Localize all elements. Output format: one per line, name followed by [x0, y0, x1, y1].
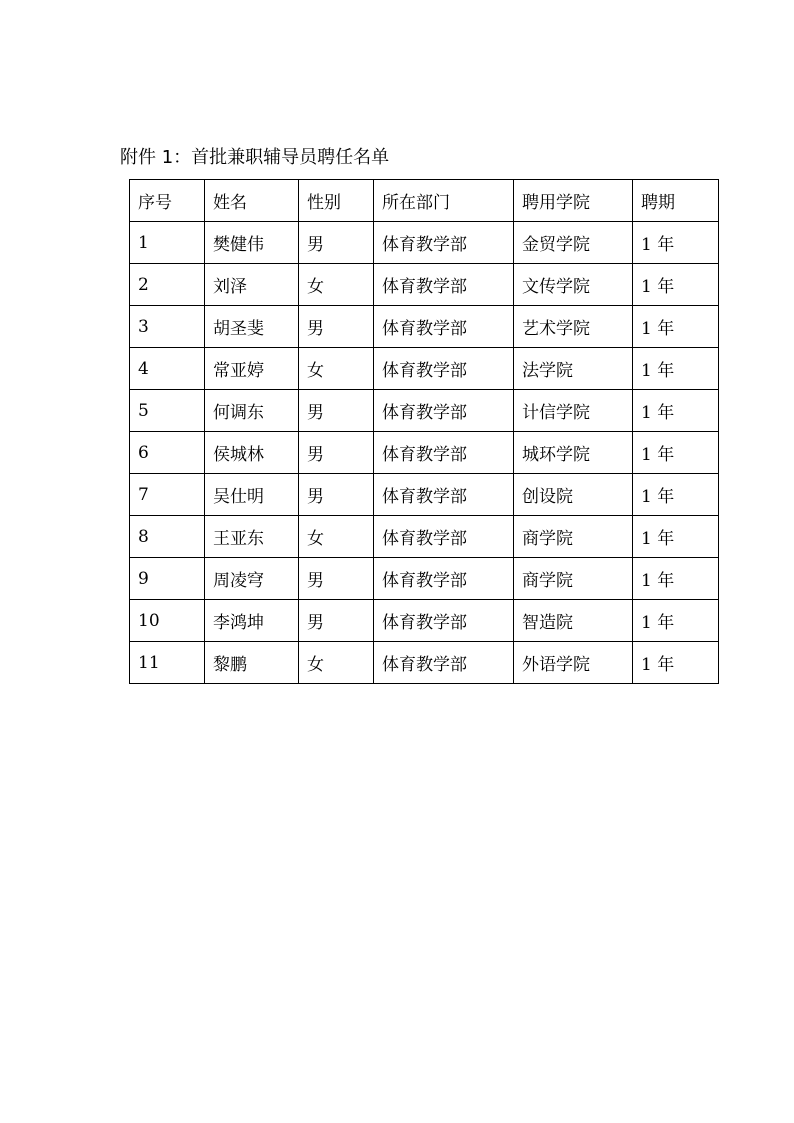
- cell-serial-number: 3: [130, 306, 205, 348]
- cell-gender: 男: [299, 474, 374, 516]
- table-row: [130, 432, 719, 474]
- cell-gender: 男: [299, 390, 374, 432]
- appointment-table: [129, 179, 719, 684]
- cell-term: 1 年: [633, 222, 719, 264]
- cell-serial-number: 8: [130, 516, 205, 558]
- header-serial-number: 序号: [130, 180, 205, 222]
- cell-serial-number: 6: [130, 432, 205, 474]
- cell-assigned-college: 计信学院: [514, 390, 633, 432]
- cell-name: 吴仕明: [205, 474, 299, 516]
- table-row: [130, 600, 719, 642]
- table-row: [130, 642, 719, 684]
- cell-assigned-college: 艺术学院: [514, 306, 633, 348]
- cell-serial-number: 4: [130, 348, 205, 390]
- table-header: [130, 180, 719, 222]
- cell-gender: 女: [299, 348, 374, 390]
- table-row: [130, 222, 719, 264]
- cell-assigned-college: 文传学院: [514, 264, 633, 306]
- cell-name: 周凌穹: [205, 558, 299, 600]
- cell-serial-number: 5: [130, 390, 205, 432]
- cell-name: 王亚东: [205, 516, 299, 558]
- header-department: 所在部门: [374, 180, 514, 222]
- cell-term: 1 年: [633, 264, 719, 306]
- cell-serial-number: 1: [130, 222, 205, 264]
- table-row: [130, 558, 719, 600]
- cell-serial-number: 11: [130, 642, 205, 684]
- header-term: 聘期: [633, 180, 719, 222]
- cell-department: 体育教学部: [374, 642, 514, 684]
- cell-department: 体育教学部: [374, 348, 514, 390]
- cell-term: 1 年: [633, 642, 719, 684]
- cell-department: 体育教学部: [374, 600, 514, 642]
- cell-assigned-college: 法学院: [514, 348, 633, 390]
- cell-term: 1 年: [633, 474, 719, 516]
- cell-department: 体育教学部: [374, 558, 514, 600]
- cell-assigned-college: 金贸学院: [514, 222, 633, 264]
- cell-gender: 男: [299, 600, 374, 642]
- cell-gender: 女: [299, 642, 374, 684]
- document-title: 附件 1：首批兼职辅导员聘任名单: [120, 147, 390, 168]
- cell-gender: 男: [299, 432, 374, 474]
- table-row: [130, 390, 719, 432]
- cell-assigned-college: 城环学院: [514, 432, 633, 474]
- table-row: [130, 264, 719, 306]
- cell-gender: 男: [299, 222, 374, 264]
- cell-term: 1 年: [633, 516, 719, 558]
- cell-term: 1 年: [633, 348, 719, 390]
- cell-serial-number: 2: [130, 264, 205, 306]
- cell-department: 体育教学部: [374, 264, 514, 306]
- cell-department: 体育教学部: [374, 306, 514, 348]
- header-row: [130, 180, 719, 222]
- table-row: [130, 516, 719, 558]
- cell-gender: 男: [299, 306, 374, 348]
- cell-assigned-college: 外语学院: [514, 642, 633, 684]
- cell-term: 1 年: [633, 600, 719, 642]
- table-row: [130, 306, 719, 348]
- cell-name: 胡圣斐: [205, 306, 299, 348]
- table-row: [130, 348, 719, 390]
- cell-term: 1 年: [633, 390, 719, 432]
- cell-department: 体育教学部: [374, 474, 514, 516]
- cell-name: 黎鹏: [205, 642, 299, 684]
- cell-term: 1 年: [633, 432, 719, 474]
- cell-name: 何调东: [205, 390, 299, 432]
- cell-name: 李鸿坤: [205, 600, 299, 642]
- cell-department: 体育教学部: [374, 516, 514, 558]
- table-row: [130, 474, 719, 516]
- cell-assigned-college: 创设院: [514, 474, 633, 516]
- cell-name: 刘泽: [205, 264, 299, 306]
- cell-department: 体育教学部: [374, 390, 514, 432]
- cell-department: 体育教学部: [374, 432, 514, 474]
- cell-serial-number: 9: [130, 558, 205, 600]
- cell-serial-number: 7: [130, 474, 205, 516]
- cell-gender: 女: [299, 516, 374, 558]
- header-name: 姓名: [205, 180, 299, 222]
- header-assigned-college: 聘用学院: [514, 180, 633, 222]
- cell-assigned-college: 商学院: [514, 516, 633, 558]
- cell-name: 樊健伟: [205, 222, 299, 264]
- cell-serial-number: 10: [130, 600, 205, 642]
- cell-assigned-college: 智造院: [514, 600, 633, 642]
- cell-gender: 男: [299, 558, 374, 600]
- cell-department: 体育教学部: [374, 222, 514, 264]
- cell-name: 常亚婷: [205, 348, 299, 390]
- table-body: [130, 222, 719, 684]
- cell-term: 1 年: [633, 306, 719, 348]
- cell-name: 侯城林: [205, 432, 299, 474]
- cell-assigned-college: 商学院: [514, 558, 633, 600]
- cell-term: 1 年: [633, 558, 719, 600]
- header-gender: 性别: [299, 180, 374, 222]
- cell-gender: 女: [299, 264, 374, 306]
